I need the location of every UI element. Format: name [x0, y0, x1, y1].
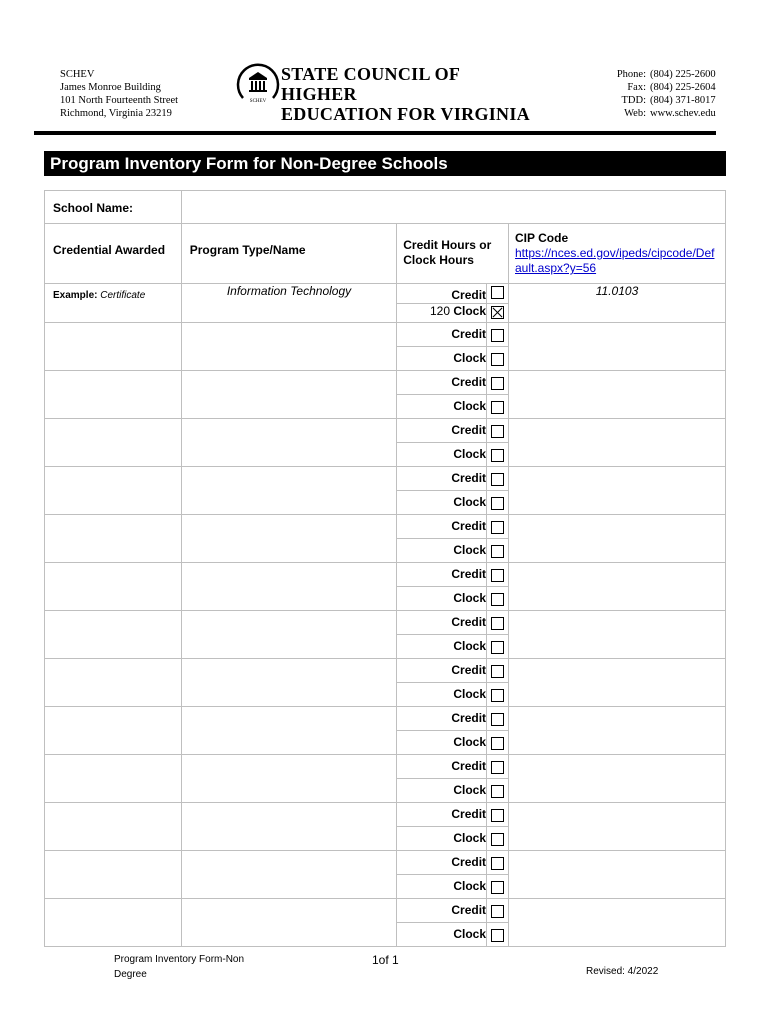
- credit-checkbox-cell: [487, 515, 509, 539]
- credential-field[interactable]: [45, 707, 182, 755]
- credit-label: Credit: [397, 707, 487, 731]
- clock-checkbox[interactable]: [491, 881, 504, 894]
- credential-field[interactable]: [45, 899, 182, 947]
- program-field[interactable]: [181, 371, 396, 419]
- schev-logo: [235, 58, 535, 124]
- program-row-credit: [45, 323, 726, 347]
- clock-checkbox-cell: [487, 779, 509, 803]
- credit-checkbox-cell: [487, 323, 509, 347]
- contact-value: (804) 371-8017: [650, 95, 716, 106]
- credit-label: Credit: [397, 803, 487, 827]
- header-credential: [45, 224, 182, 284]
- credit-label: Credit: [397, 755, 487, 779]
- clock-label: Clock: [397, 875, 487, 899]
- example-credential-text: [45, 284, 181, 301]
- program-row-credit: [45, 851, 726, 875]
- cip-field[interactable]: [509, 851, 726, 899]
- example-credit-checkbox-cell: [487, 284, 509, 304]
- cip-field[interactable]: [509, 419, 726, 467]
- credit-label: Credit: [397, 899, 487, 923]
- credit-checkbox[interactable]: [491, 713, 504, 726]
- clock-checkbox-cell: [487, 683, 509, 707]
- credit-checkbox[interactable]: [491, 809, 504, 822]
- header-cip-block: [509, 224, 725, 276]
- address-line: Richmond, Virginia 23219: [60, 108, 172, 119]
- cip-field[interactable]: [509, 899, 726, 947]
- clock-checkbox-cell: [487, 491, 509, 515]
- school-name-row: [45, 191, 726, 224]
- contact-value: (804) 225-2600: [650, 69, 716, 80]
- credit-checkbox-cell: [487, 467, 509, 491]
- clock-checkbox[interactable]: [491, 833, 504, 846]
- logo-wordmark: [281, 64, 535, 124]
- program-field[interactable]: [181, 419, 396, 467]
- cip-link-line[interactable]: ault.aspx?y=56: [515, 261, 597, 275]
- cip-field[interactable]: [509, 707, 726, 755]
- logo-line: EDUCATION FOR VIRGINIA: [281, 104, 530, 124]
- contact-label: Phone:: [616, 69, 646, 80]
- clock-checkbox-cell: [487, 827, 509, 851]
- credit-checkbox[interactable]: [491, 617, 504, 630]
- program-field[interactable]: [181, 803, 396, 851]
- revised-date: Revised: 4/2022: [586, 966, 659, 977]
- clock-checkbox-cell: [487, 443, 509, 467]
- cip-field[interactable]: [509, 371, 726, 419]
- example-program: Information Technology: [181, 284, 396, 323]
- credential-field[interactable]: [45, 803, 182, 851]
- clock-checkbox[interactable]: [491, 545, 504, 558]
- credit-label: Credit: [397, 851, 487, 875]
- example-clock-checkbox[interactable]: [491, 306, 504, 319]
- credit-label: Credit: [397, 371, 487, 395]
- header-hours-line: Credit Hours or: [403, 238, 492, 252]
- credential-field[interactable]: [45, 371, 182, 419]
- example-row-credit: [45, 284, 726, 304]
- program-row-credit: [45, 659, 726, 683]
- example-credit-label: Credit: [397, 284, 487, 304]
- clock-checkbox[interactable]: [491, 737, 504, 750]
- credit-checkbox[interactable]: [491, 473, 504, 486]
- contact-label: Fax:: [627, 82, 646, 93]
- example-credential-value: Certificate: [100, 290, 146, 301]
- credit-checkbox[interactable]: [491, 665, 504, 678]
- clock-label: Clock: [397, 635, 487, 659]
- credential-field[interactable]: [45, 755, 182, 803]
- example-label: Example:: [53, 290, 98, 301]
- header-hours-label: [397, 224, 508, 268]
- credit-label: Credit: [397, 563, 487, 587]
- footer-form-name-line: Program Inventory Form-Non: [114, 954, 245, 965]
- credential-field[interactable]: [45, 467, 182, 515]
- program-row-credit: [45, 707, 726, 731]
- contact-value: (804) 225-2604: [650, 82, 716, 93]
- credit-checkbox-cell: [487, 371, 509, 395]
- header-credential-label: Credential Awarded: [53, 243, 166, 257]
- seal-text: SCHEV: [249, 99, 267, 104]
- cip-field[interactable]: [509, 323, 726, 371]
- school-name-label: School Name:: [45, 191, 182, 224]
- address-line: 101 North Fourteenth Street: [60, 95, 179, 106]
- clock-label: Clock: [397, 779, 487, 803]
- credential-field[interactable]: [45, 419, 182, 467]
- example-clock-cell: [397, 304, 487, 323]
- credit-checkbox[interactable]: [491, 761, 504, 774]
- credit-checkbox[interactable]: [491, 857, 504, 870]
- clock-label: Clock: [397, 347, 487, 371]
- program-inventory-table: [44, 190, 726, 947]
- program-row-credit: [45, 563, 726, 587]
- credit-checkbox[interactable]: [491, 425, 504, 438]
- credit-label: Credit: [397, 419, 487, 443]
- contact-block: [612, 68, 716, 120]
- program-field[interactable]: [181, 899, 396, 947]
- clock-checkbox-cell: [487, 875, 509, 899]
- clock-checkbox[interactable]: [491, 401, 504, 414]
- clock-checkbox[interactable]: [491, 353, 504, 366]
- contact-phone: [612, 68, 716, 81]
- program-row-credit: [45, 611, 726, 635]
- cip-field[interactable]: [509, 563, 726, 611]
- clock-checkbox[interactable]: [491, 785, 504, 798]
- clock-checkbox[interactable]: [491, 593, 504, 606]
- program-row-credit: [45, 419, 726, 443]
- credit-checkbox-cell: [487, 755, 509, 779]
- credential-field[interactable]: [45, 563, 182, 611]
- clock-label: Clock: [397, 539, 487, 563]
- credit-checkbox-cell: [487, 659, 509, 683]
- credit-checkbox-cell: [487, 803, 509, 827]
- clock-checkbox[interactable]: [491, 449, 504, 462]
- program-field[interactable]: [181, 467, 396, 515]
- credit-label: Credit: [397, 515, 487, 539]
- credit-checkbox[interactable]: [491, 377, 504, 390]
- credit-label: Credit: [397, 323, 487, 347]
- header-divider: [34, 131, 716, 135]
- credential-field[interactable]: [45, 851, 182, 899]
- page-number: 1of 1: [372, 953, 399, 967]
- header-program-label: Program Type/Name: [189, 243, 306, 257]
- cip-field[interactable]: [509, 755, 726, 803]
- contact-fax: [612, 81, 716, 94]
- column-header-row: [45, 224, 726, 284]
- credit-checkbox[interactable]: [491, 569, 504, 582]
- credit-checkbox[interactable]: [491, 521, 504, 534]
- clock-checkbox[interactable]: [491, 641, 504, 654]
- clock-checkbox[interactable]: [491, 497, 504, 510]
- clock-checkbox-cell: [487, 395, 509, 419]
- cip-field[interactable]: [509, 803, 726, 851]
- example-credential: [45, 284, 182, 323]
- clock-checkbox-cell: [487, 347, 509, 371]
- clock-checkbox-cell: [487, 731, 509, 755]
- clock-label: Clock: [397, 491, 487, 515]
- example-cip: 11.0103: [509, 284, 726, 323]
- credit-checkbox[interactable]: [491, 329, 504, 342]
- contact-label: TDD:: [621, 95, 646, 106]
- program-row-credit: [45, 755, 726, 779]
- logo-line: STATE COUNCIL OF HIGHER: [281, 64, 460, 104]
- header-cip-label: CIP Code: [515, 231, 569, 245]
- program-field[interactable]: [181, 659, 396, 707]
- contact-label: Web:: [624, 108, 646, 119]
- header-hours-line: Clock Hours: [403, 253, 474, 267]
- contact-web: [612, 107, 716, 120]
- program-row-credit: [45, 899, 726, 923]
- clock-label: Clock: [397, 587, 487, 611]
- clock-label: Clock: [397, 923, 487, 947]
- credit-checkbox-cell: [487, 419, 509, 443]
- clock-label: Clock: [397, 443, 487, 467]
- clock-checkbox[interactable]: [491, 929, 504, 942]
- credit-checkbox[interactable]: [491, 905, 504, 918]
- address-block: [60, 68, 178, 120]
- clock-label: Clock: [397, 395, 487, 419]
- credential-field[interactable]: [45, 659, 182, 707]
- example-hours-value: 120: [429, 304, 450, 318]
- clock-label: Clock: [397, 827, 487, 851]
- program-field[interactable]: [181, 755, 396, 803]
- credential-field[interactable]: [45, 323, 182, 371]
- credit-label: Credit: [397, 611, 487, 635]
- program-field[interactable]: [181, 851, 396, 899]
- header-cip: [509, 224, 726, 284]
- contact-value: www.schev.edu: [650, 108, 716, 119]
- cip-field[interactable]: [509, 515, 726, 563]
- school-name-field[interactable]: [181, 191, 725, 224]
- credit-checkbox-cell: [487, 611, 509, 635]
- program-field[interactable]: [181, 323, 396, 371]
- cip-field[interactable]: [509, 659, 726, 707]
- example-clock-checkbox-cell: [487, 304, 509, 323]
- schev-seal-icon: [235, 58, 281, 104]
- header-hours: [397, 224, 509, 284]
- clock-label: Clock: [397, 683, 487, 707]
- program-row-credit: [45, 803, 726, 827]
- example-credit-checkbox[interactable]: [491, 286, 504, 299]
- cip-link-line[interactable]: https://nces.ed.gov/ipeds/cipcode/Def: [515, 246, 715, 260]
- clock-checkbox[interactable]: [491, 689, 504, 702]
- credit-checkbox-cell: [487, 899, 509, 923]
- clock-checkbox-cell: [487, 587, 509, 611]
- clock-checkbox-cell: [487, 635, 509, 659]
- contact-tdd: [612, 94, 716, 107]
- header-program: [181, 224, 396, 284]
- credential-field[interactable]: [45, 611, 182, 659]
- program-field[interactable]: [181, 611, 396, 659]
- program-row-credit: [45, 467, 726, 491]
- form-title: Program Inventory Form for Non-Degree Schools: [44, 151, 726, 176]
- cip-field[interactable]: [509, 611, 726, 659]
- program-row-credit: [45, 515, 726, 539]
- cip-reference-link[interactable]: [515, 246, 725, 276]
- example-clock-label: Clock: [453, 304, 487, 318]
- footer-form-name-line: Degree: [114, 969, 147, 980]
- credential-field[interactable]: [45, 515, 182, 563]
- cip-field[interactable]: [509, 467, 726, 515]
- program-field[interactable]: [181, 563, 396, 611]
- credit-label: Credit: [397, 467, 487, 491]
- clock-checkbox-cell: [487, 539, 509, 563]
- program-field[interactable]: [181, 707, 396, 755]
- footer-form-name: [114, 952, 244, 982]
- address-line: James Monroe Building: [60, 82, 161, 93]
- clock-checkbox-cell: [487, 923, 509, 947]
- org-abbrev: SCHEV: [60, 69, 95, 80]
- clock-label: Clock: [397, 731, 487, 755]
- program-field[interactable]: [181, 515, 396, 563]
- program-row-credit: [45, 371, 726, 395]
- credit-label: Credit: [397, 659, 487, 683]
- credit-checkbox-cell: [487, 563, 509, 587]
- credit-checkbox-cell: [487, 707, 509, 731]
- credit-checkbox-cell: [487, 851, 509, 875]
